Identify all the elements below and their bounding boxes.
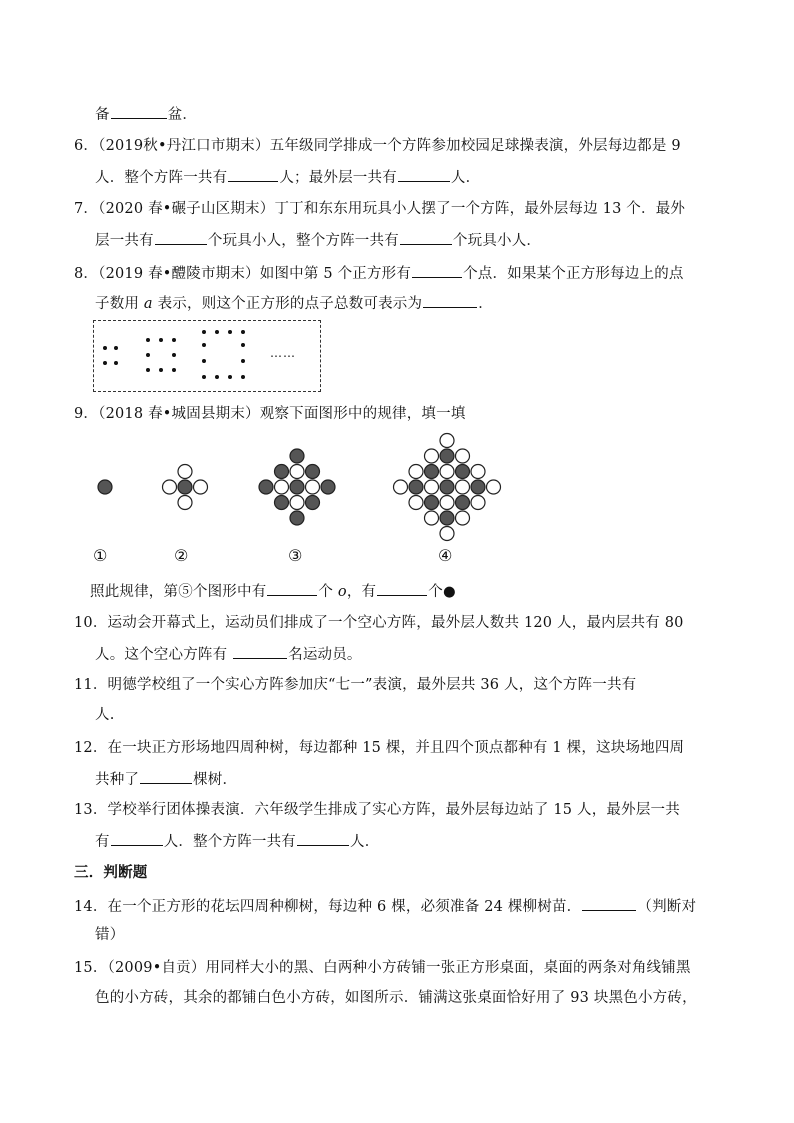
answer-blank[interactable] bbox=[228, 166, 278, 182]
variable-o: o bbox=[337, 584, 347, 600]
dot bbox=[241, 359, 245, 363]
dot bbox=[172, 353, 176, 357]
dark-circle bbox=[456, 465, 470, 479]
dot bbox=[103, 346, 107, 350]
answer-blank[interactable] bbox=[582, 895, 636, 911]
white-circle bbox=[440, 465, 454, 479]
dark-circle bbox=[306, 496, 320, 510]
answer-blank[interactable] bbox=[297, 830, 349, 846]
dot bbox=[202, 343, 206, 347]
dark-circle bbox=[440, 480, 454, 494]
dot bbox=[202, 330, 206, 334]
q7-line-1: 7．（2020 春•碾子山区期末）丁丁和东东用玩具小人摆了一个方阵，最外层每边 13 个．最外 bbox=[74, 201, 686, 217]
dot-squares-figure bbox=[93, 320, 321, 392]
white-circle bbox=[471, 496, 485, 510]
dot bbox=[228, 330, 232, 334]
figure-label-3: ③ bbox=[288, 546, 303, 565]
q9-line-2 bbox=[90, 580, 456, 602]
dot bbox=[103, 361, 107, 365]
dark-circle bbox=[178, 480, 192, 494]
white-circle bbox=[456, 480, 470, 494]
dot bbox=[114, 361, 118, 365]
text: 表示，则这个正方形的点子总数可表示为 bbox=[157, 296, 423, 312]
dot bbox=[146, 338, 150, 342]
white-circle bbox=[178, 465, 192, 479]
white-circle bbox=[409, 496, 423, 510]
white-circle bbox=[306, 480, 320, 494]
white-circle bbox=[194, 480, 208, 494]
text: 有 bbox=[95, 834, 110, 850]
text: 备 bbox=[95, 107, 110, 123]
dot bbox=[159, 368, 163, 372]
q12-line-2 bbox=[95, 768, 237, 790]
white-circle bbox=[487, 480, 501, 494]
text: 棵树． bbox=[193, 772, 238, 788]
figure-label-2: ② bbox=[174, 546, 189, 565]
text: ． bbox=[478, 296, 493, 312]
white-circle bbox=[425, 449, 439, 463]
white-circle bbox=[275, 480, 289, 494]
q10-line-2 bbox=[95, 643, 362, 665]
dot bbox=[202, 375, 206, 379]
text: 个玩具小人． bbox=[452, 233, 542, 249]
text: 8．（2019 春•醴陵市期末）如图中第 5 个正方形有 bbox=[74, 266, 412, 282]
text: 个玩具小人，整个方阵一共有 bbox=[207, 233, 399, 249]
text: 人． bbox=[450, 170, 481, 186]
dot bbox=[215, 330, 219, 334]
dark-circle bbox=[425, 465, 439, 479]
answer-blank[interactable] bbox=[233, 643, 287, 659]
q7-line-2 bbox=[95, 229, 541, 251]
dot bbox=[241, 375, 245, 379]
white-circle bbox=[440, 496, 454, 510]
answer-blank[interactable] bbox=[111, 103, 167, 119]
q11-line-1: 11．明德学校组了一个实心方阵参加庆“七一”表演，最外层共 36 人，这个方阵一共有 bbox=[74, 677, 637, 693]
dark-circle bbox=[321, 480, 335, 494]
white-circle bbox=[456, 511, 470, 525]
answer-blank[interactable] bbox=[398, 166, 450, 182]
answer-blank[interactable] bbox=[111, 830, 163, 846]
dark-circle bbox=[275, 465, 289, 479]
white-circle bbox=[290, 465, 304, 479]
dot bbox=[114, 346, 118, 350]
white-circle bbox=[178, 496, 192, 510]
white-circle bbox=[425, 511, 439, 525]
dark-circle bbox=[425, 496, 439, 510]
text: 个● bbox=[428, 584, 456, 600]
dark-circle bbox=[290, 511, 304, 525]
answer-blank[interactable] bbox=[400, 229, 452, 245]
text: 个 bbox=[318, 584, 334, 600]
q6-line-2 bbox=[95, 166, 480, 188]
dot bbox=[146, 368, 150, 372]
dark-circle bbox=[456, 496, 470, 510]
text: 14．在一个正方形的花坛四周种柳树，每边种 6 棵，必须准备 24 棵柳树苗． bbox=[74, 899, 582, 915]
answer-blank[interactable] bbox=[377, 580, 427, 596]
q15-line-2: 色的小方砖，其余的都铺白色小方砖，如图所示．铺满这张桌面恰好用了 93 块黑色小方砖， bbox=[95, 990, 697, 1006]
variable-a: a bbox=[143, 296, 153, 312]
text: 人。这个空心方阵有 bbox=[95, 647, 228, 663]
q8-line-1 bbox=[74, 262, 684, 284]
answer-blank[interactable] bbox=[140, 768, 192, 784]
dot bbox=[228, 375, 232, 379]
figure-label-4: ④ bbox=[438, 546, 453, 565]
dot bbox=[146, 353, 150, 357]
dark-circle bbox=[440, 511, 454, 525]
dark-circle bbox=[409, 480, 423, 494]
dark-circle bbox=[275, 496, 289, 510]
q11-line-2: 人. bbox=[95, 707, 115, 723]
white-circle bbox=[394, 480, 408, 494]
q5-tail-line bbox=[95, 103, 197, 125]
dark-circle bbox=[98, 480, 112, 494]
white-circle bbox=[409, 465, 423, 479]
dot bbox=[241, 330, 245, 334]
q10-line-1: 10．运动会开幕式上，运动员们排成了一个空心方阵，最外层人数共 120 人，最内层共有 80 bbox=[74, 615, 684, 631]
q8-line-2 bbox=[95, 292, 493, 314]
dark-circle bbox=[440, 449, 454, 463]
dot bbox=[172, 368, 176, 372]
circle-pattern-figures bbox=[85, 430, 515, 542]
answer-blank[interactable] bbox=[155, 229, 207, 245]
white-circle bbox=[163, 480, 177, 494]
white-circle bbox=[440, 434, 454, 448]
white-circle bbox=[456, 449, 470, 463]
q15-line-1: 15．（2009•自贡）用同样大小的黑、白两种小方砖铺一张正方形桌面，桌面的两条对角线铺黑 bbox=[74, 960, 691, 976]
text: 个点．如果某个正方形每边上的点 bbox=[463, 266, 684, 282]
dark-circle bbox=[471, 480, 485, 494]
text: 人．整个方阵一共有 bbox=[95, 170, 228, 186]
q12-line-1: 12．在一块正方形场地四周种树，每边都种 15 棵，并且四个顶点都种有 1 棵，这块场地四周 bbox=[74, 740, 685, 756]
text: 人．整个方阵一共有 bbox=[163, 834, 297, 850]
text: 人；最外层一共有 bbox=[279, 170, 397, 186]
figure-label-1: ① bbox=[93, 546, 108, 565]
q9-line-1: 9．（2018 春•城固县期末）观察下面图形中的规律，填一填 bbox=[74, 406, 466, 422]
q6-line-1: 6．（2019秋•丹江口市期末）五年级同学排成一个方阵参加校园足球操表演，外层每边都是 9 bbox=[74, 138, 681, 154]
white-circle bbox=[471, 465, 485, 479]
white-circle bbox=[290, 496, 304, 510]
answer-blank[interactable] bbox=[423, 292, 477, 308]
dot bbox=[159, 338, 163, 342]
section-heading-judgement: 三．判断题 bbox=[74, 865, 148, 881]
dark-circle bbox=[290, 480, 304, 494]
dark-circle bbox=[306, 465, 320, 479]
q13-line-2 bbox=[95, 830, 379, 852]
text: 名运动员。 bbox=[288, 647, 362, 663]
white-circle bbox=[440, 527, 454, 541]
text: 人． bbox=[350, 834, 380, 850]
dark-circle bbox=[259, 480, 273, 494]
text: （判断对 bbox=[637, 899, 697, 915]
text: 共种了 bbox=[95, 772, 140, 788]
q14-line-2: 错） bbox=[95, 927, 125, 943]
dot bbox=[241, 343, 245, 347]
white-circle bbox=[425, 480, 439, 494]
text: ，有 bbox=[346, 584, 377, 600]
text: 盆． bbox=[167, 107, 198, 123]
dot bbox=[172, 338, 176, 342]
q14-line-1 bbox=[74, 895, 696, 917]
text: 照此规律，第⑤个图形中有 bbox=[90, 584, 267, 600]
dot bbox=[202, 359, 206, 363]
dot bbox=[215, 375, 219, 379]
ellipsis: …… bbox=[270, 346, 296, 360]
q13-line-1: 13．学校举行团体操表演．六年级学生排成了实心方阵，最外层每边站了 15 人，最外层一共 bbox=[74, 802, 680, 818]
text: 层一共有 bbox=[95, 233, 154, 249]
text: 子数用 bbox=[95, 296, 140, 312]
dark-circle bbox=[290, 449, 304, 463]
answer-blank[interactable] bbox=[267, 580, 317, 596]
answer-blank[interactable] bbox=[412, 262, 462, 278]
